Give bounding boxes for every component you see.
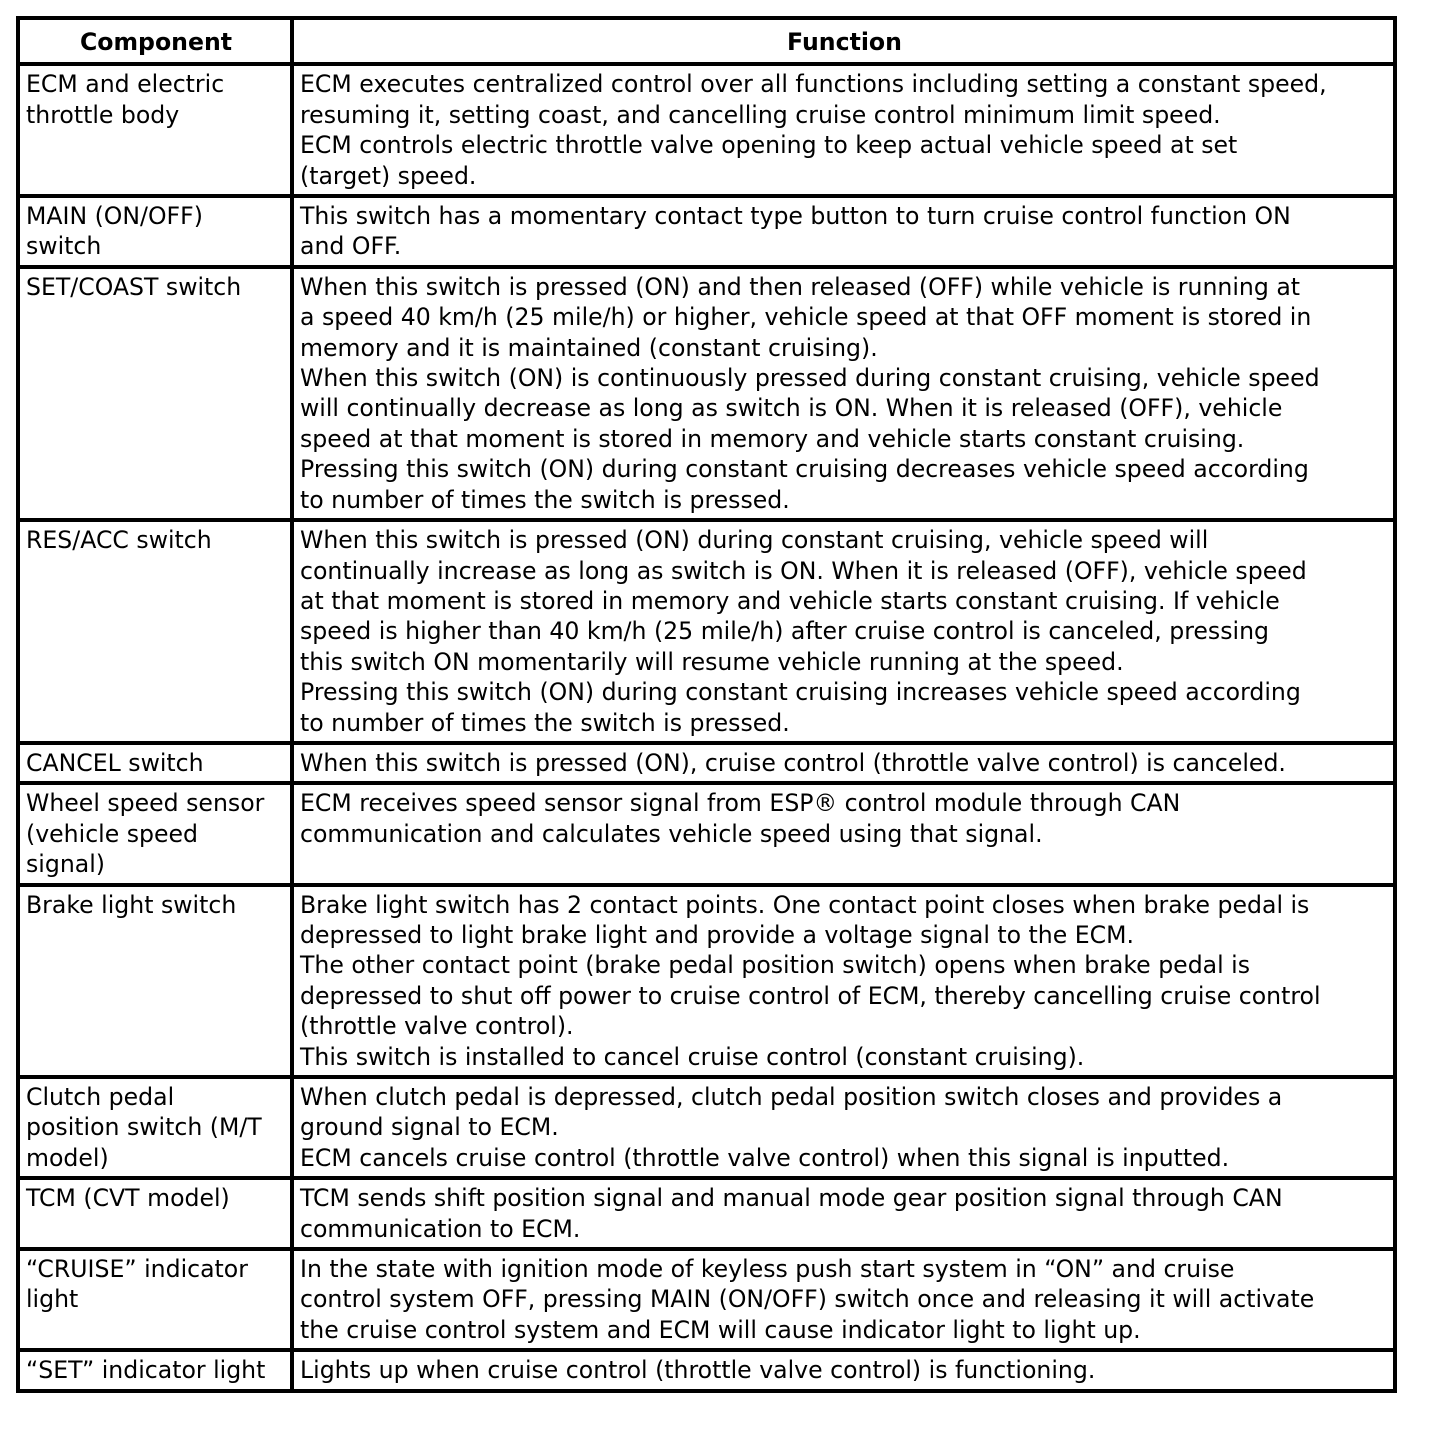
function-line: the cruise control system and ECM will cause indicator light to light up. (300, 1315, 1141, 1344)
function-line: ECM controls electric throttle valve opening to keep actual vehicle speed at set (300, 131, 1238, 160)
component-line: signal) (26, 850, 105, 879)
component-line: Wheel speed sensor (26, 789, 265, 818)
component-line: MAIN (ON/OFF) (26, 202, 203, 231)
component-line: light (26, 1285, 79, 1314)
function-line: Lights up when cruise control (throttle valve control) is functioning. (300, 1356, 1096, 1385)
function-cell (292, 1249, 1395, 1350)
component-line: CANCEL switch (26, 748, 204, 777)
component-line: Clutch pedal (26, 1083, 175, 1111)
component-cell (18, 783, 292, 884)
component-cell (18, 1350, 292, 1390)
function-cell (292, 885, 1395, 1077)
table-row (18, 196, 1395, 267)
component-cell (18, 1178, 292, 1249)
function-line: (throttle valve control). (300, 1012, 574, 1041)
table-row (18, 1350, 1395, 1390)
table-row (18, 520, 1395, 743)
component-line: throttle body (26, 100, 180, 129)
function-line: When this switch is pressed (ON), cruise control (throttle valve control) is canceled. (300, 748, 1286, 777)
function-cell (292, 64, 1395, 196)
component-cell (18, 1077, 292, 1178)
component-cell (18, 196, 292, 267)
function-line: When this switch is pressed (ON) and then released (OFF) while vehicle is running at (300, 272, 1301, 301)
component-line: (vehicle speed (26, 819, 199, 848)
function-line: to number of times the switch is pressed. (300, 485, 790, 514)
function-cell (292, 783, 1395, 884)
function-line: In the state with ignition mode of keyless push start system in “ON” and cruise (300, 1255, 1235, 1284)
header-component: Component (18, 18, 292, 64)
component-line: ECM and electric (26, 70, 225, 99)
function-line: speed at that moment is stored in memory and vehicle starts constant cruising. (300, 424, 1245, 453)
function-line: memory and it is maintained (constant cruising). (300, 333, 878, 362)
function-line: When this switch (ON) is continuously pressed during constant cruising, vehicle speed (300, 364, 1320, 393)
function-line: When clutch pedal is depressed, clutch pedal position switch closes and provides a (300, 1083, 1283, 1111)
function-cell (292, 196, 1395, 267)
component-line: “CRUISE” indicator (26, 1255, 248, 1284)
function-line: ECM executes centralized control over all functions including setting a constant speed, (300, 70, 1327, 99)
table-row (18, 1249, 1395, 1350)
function-line: communication and calculates vehicle speed using that signal. (300, 819, 1043, 848)
function-cell (292, 1077, 1395, 1178)
table-row (18, 885, 1395, 1077)
function-cell (292, 743, 1395, 783)
function-line: When this switch is pressed (ON) during constant cruising, vehicle speed will (300, 526, 1209, 555)
table-row (18, 783, 1395, 884)
component-line: “SET” indicator light (26, 1356, 266, 1385)
table-row (18, 1178, 1395, 1249)
function-line: and OFF. (300, 232, 402, 261)
component-cell (18, 520, 292, 743)
function-line: a speed 40 km/h (25 mile/h) or higher, vehicle speed at that OFF moment is stored in (300, 303, 1312, 332)
function-line: This switch is installed to cancel cruise control (constant cruising). (300, 1042, 1085, 1071)
function-line: ECM cancels cruise control (throttle valve control) when this signal is inputted. (300, 1143, 1230, 1172)
function-line: (target) speed. (300, 161, 477, 190)
function-line: Pressing this switch (ON) during constant cruising decreases vehicle speed according (300, 455, 1309, 484)
component-cell (18, 1249, 292, 1350)
function-line: at that moment is stored in memory and vehicle starts constant cruising. If vehicle (300, 586, 1280, 615)
function-line: control system OFF, pressing MAIN (ON/OFF) switch once and releasing it will activate (300, 1285, 1315, 1314)
function-line: speed is higher than 40 km/h (25 mile/h) after cruise control is canceled, pressing (300, 617, 1270, 646)
function-cell (292, 1178, 1395, 1249)
component-line: Brake light switch (26, 890, 237, 919)
function-line: to number of times the switch is pressed. (300, 708, 790, 737)
component-cell (18, 64, 292, 196)
component-cell (18, 743, 292, 783)
component-function-table (16, 16, 1397, 1393)
table-row (18, 64, 1395, 196)
header-function: Function (292, 18, 1395, 64)
function-cell (292, 520, 1395, 743)
table-header-row (18, 18, 1395, 64)
function-line: ground signal to ECM. (300, 1113, 559, 1142)
function-line: TCM sends shift position signal and manual mode gear position signal through CAN (300, 1184, 1283, 1213)
function-line: communication to ECM. (300, 1214, 581, 1243)
component-line: TCM (CVT model) (26, 1184, 230, 1213)
component-line: position switch (M/T (26, 1113, 262, 1142)
table-row (18, 267, 1395, 520)
function-line: resuming it, setting coast, and cancelling cruise control minimum limit speed. (300, 100, 1221, 129)
function-line: Brake light switch has 2 contact points. One contact point closes when brake pedal is (300, 890, 1310, 919)
function-line: this switch ON momentarily will resume vehicle running at the speed. (300, 647, 1124, 676)
table-row (18, 743, 1395, 783)
function-line: depressed to light brake light and provide a voltage signal to the ECM. (300, 920, 1135, 949)
function-line: will continually decrease as long as switch is ON. When it is released (OFF), vehicle (300, 394, 1283, 423)
component-line: switch (26, 232, 102, 261)
function-line: depressed to shut off power to cruise control of ECM, thereby cancelling cruise control (300, 981, 1321, 1010)
function-cell (292, 267, 1395, 520)
table-row (18, 1077, 1395, 1178)
component-line: model) (26, 1143, 109, 1172)
component-line: SET/COAST switch (26, 272, 242, 301)
function-line: Pressing this switch (ON) during constant cruising increases vehicle speed according (300, 678, 1301, 707)
function-line: continually increase as long as switch is ON. When it is released (OFF), vehicle speed (300, 556, 1307, 585)
component-line: RES/ACC switch (26, 526, 212, 555)
component-cell (18, 267, 292, 520)
function-line: The other contact point (brake pedal position switch) opens when brake pedal is (300, 951, 1251, 980)
component-cell (18, 885, 292, 1077)
function-line: ECM receives speed sensor signal from ESP® control module through CAN (300, 789, 1181, 818)
function-cell (292, 1350, 1395, 1390)
function-line: This switch has a momentary contact type button to turn cruise control function ON (300, 202, 1291, 231)
